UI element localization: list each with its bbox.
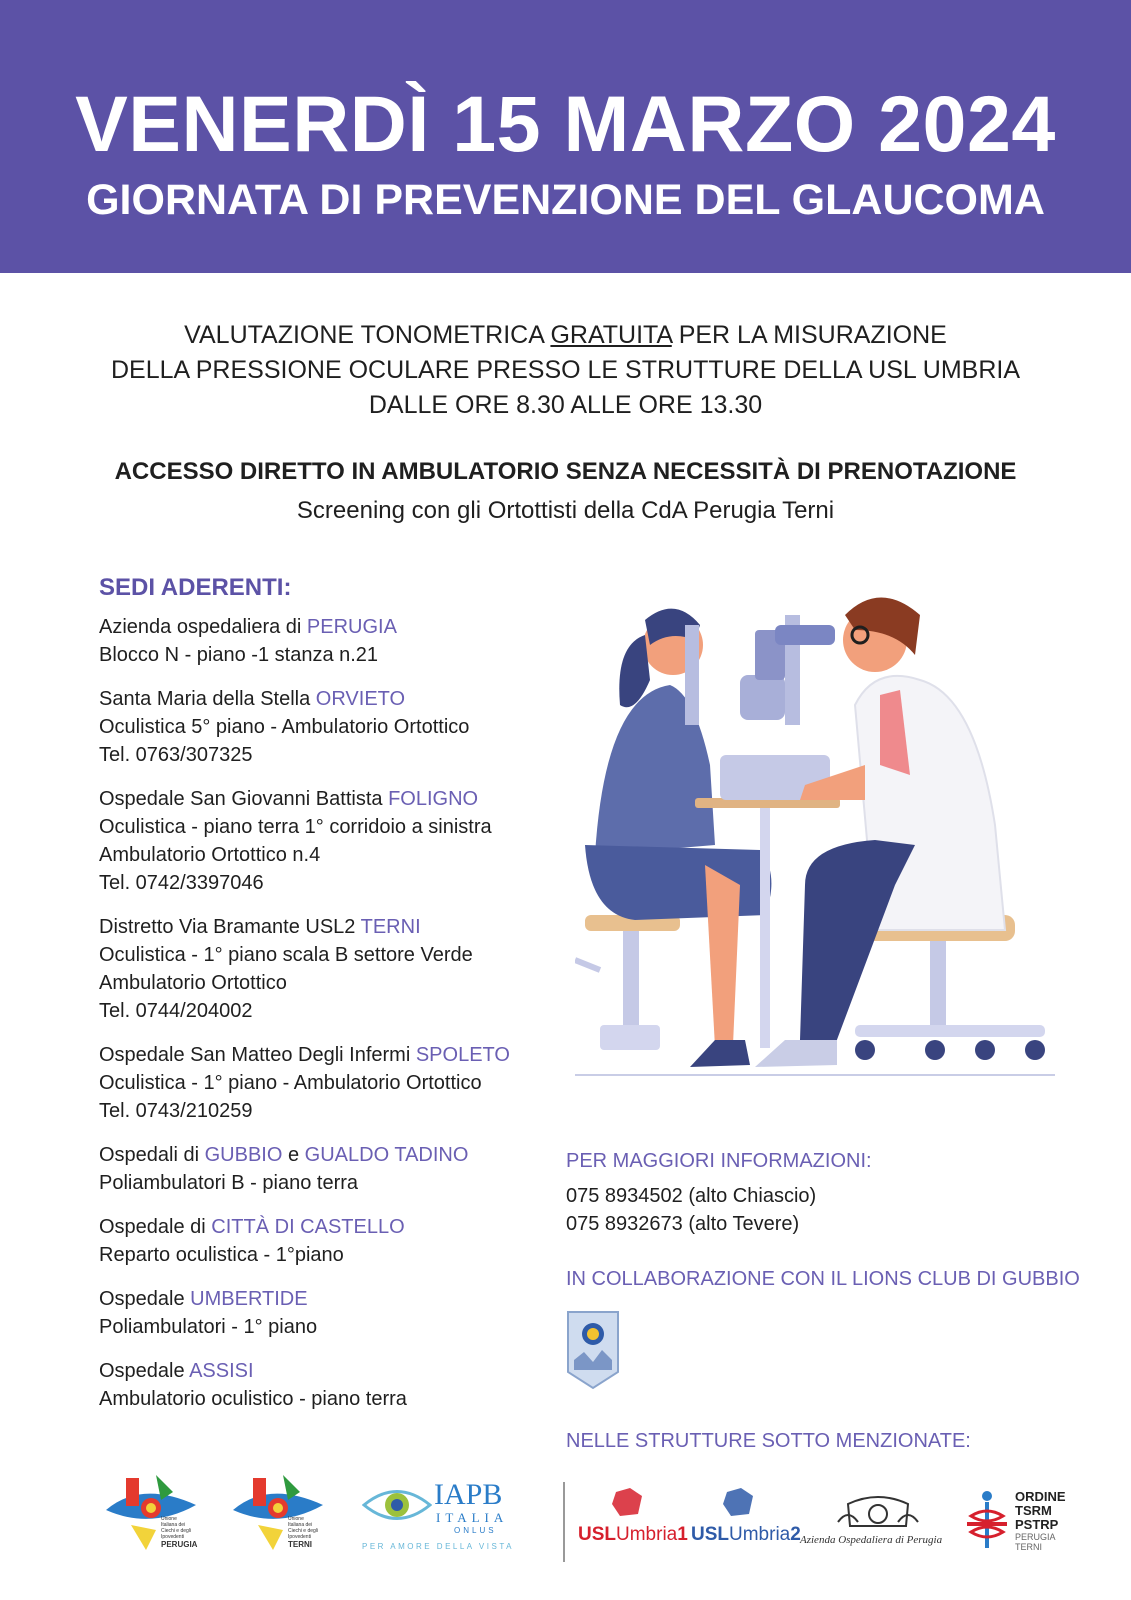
- sede-city: CITTÀ DI CASTELLO: [211, 1216, 405, 1238]
- uici-perugia-l2: Italiana dei: [161, 1522, 186, 1528]
- sede-name: [99, 1357, 569, 1385]
- uici-terni-l4: Ipovedenti: [288, 1534, 312, 1540]
- logo-divider: [563, 1482, 565, 1562]
- uici-perugia-l1: Unione: [161, 1516, 177, 1522]
- sede-detail: Blocco N - piano -1 stanza n.21: [99, 644, 379, 666]
- usl2-region: Umbria: [729, 1524, 791, 1545]
- uici-terni-city: TERNI: [288, 1540, 312, 1549]
- sedi-title: SEDI ADERENTI:: [99, 574, 292, 601]
- usl-umbria-2-logo: [691, 1488, 801, 1548]
- ordine-l5: TERNI: [1015, 1542, 1042, 1552]
- uici-perugia-logo: [101, 1470, 211, 1560]
- sede-detail: Tel. 0743/210259: [99, 1100, 253, 1122]
- sede-detail: Tel. 0763/307325: [99, 744, 253, 766]
- sede-item: [99, 1041, 569, 1125]
- lions-club-pennant-logo: [566, 1310, 620, 1390]
- sede-city: ORVIETO: [315, 688, 406, 710]
- sede-detail: Oculistica - 1° piano - Ambulatorio Ortottico: [99, 1072, 482, 1094]
- sede-detail: Tel. 0744/204002: [99, 1000, 253, 1022]
- ordine-l2: TSRM: [1015, 1503, 1052, 1518]
- sede-detail: Oculistica - piano terra 1° corridoio a sinistra: [99, 816, 492, 838]
- iapb-country: ITALIA: [436, 1510, 509, 1525]
- iapb-onlus: ONLUS: [454, 1526, 497, 1535]
- sede-detail: Ambulatorio Ortottico: [99, 972, 287, 994]
- sede-name-text: Ospedale San Matteo Degli Infermi: [99, 1044, 416, 1066]
- sede-name-text: Ospedale: [99, 1288, 191, 1310]
- sede-item: [99, 1213, 569, 1269]
- structures-note: NELLE STRUTTURE SOTTO MENZIONATE:: [566, 1430, 971, 1452]
- uici-terni-l1: Unione: [288, 1516, 304, 1522]
- azienda-ospedaliera-perugia-logo: [800, 1494, 960, 1554]
- ordine-l4: PERUGIA: [1015, 1532, 1056, 1542]
- sede-name: [99, 913, 569, 941]
- uici-terni-logo: [228, 1470, 338, 1560]
- sede-name: [99, 1213, 569, 1241]
- usl-umbria-1-logo: [578, 1488, 688, 1548]
- iapb-logo: [362, 1480, 512, 1560]
- sede-city: SPOLETO: [415, 1044, 510, 1066]
- access-notice: ACCESSO DIRETTO IN AMBULATORIO SENZA NECESSITÀ DI PRENOTAZIONE: [114, 458, 1017, 485]
- sede-name-text: Ospedale: [99, 1360, 190, 1382]
- sede-name-text: Azienda ospedaliera di: [99, 616, 307, 638]
- eye-exam-illustration: [575, 585, 1075, 1105]
- event-date: VENERDÌ 15 MARZO 2024: [75, 79, 1056, 168]
- sede-city: UMBERTIDE: [190, 1288, 308, 1310]
- sede-item: [99, 1285, 569, 1341]
- sede-city: TERNI: [360, 916, 421, 938]
- usl1-num: 1: [677, 1524, 688, 1545]
- sede-city: FOLIGNO: [388, 788, 479, 810]
- intro-line3: DALLE ORE 8.30 ALLE ORE 13.30: [368, 391, 763, 419]
- sede-detail: Oculistica - 1° piano scala B settore Verde: [99, 944, 473, 966]
- sede-city: GUBBIO: [204, 1144, 283, 1166]
- intro-line1-pre: VALUTAZIONE TONOMETRICA: [184, 321, 551, 349]
- sede-detail: Oculistica 5° piano - Ambulatorio Ortottico: [99, 716, 470, 738]
- sede-name: [99, 1285, 569, 1313]
- sede-name-conj: e: [282, 1144, 305, 1166]
- sede-detail: Reparto oculistica - 1°piano: [99, 1244, 344, 1266]
- sede-name: [99, 1041, 569, 1069]
- sede-name: [99, 685, 569, 713]
- sede-item: [99, 613, 569, 669]
- sede-name-text: Ospedale di: [99, 1216, 212, 1238]
- sede-detail: Poliambulatori - 1° piano: [99, 1316, 318, 1338]
- sede-name-text: Ospedali di: [99, 1144, 205, 1166]
- info-phone-1: 075 8934502 (alto Chiascio): [566, 1185, 817, 1207]
- intro-free-word: GRATUITA: [550, 321, 672, 349]
- usl1-region: Umbria: [616, 1524, 678, 1545]
- uici-terni-l3: Ciechi e degli: [288, 1528, 319, 1534]
- iapb-name: IAPB: [434, 1478, 503, 1511]
- sede-city: PERUGIA: [306, 616, 397, 638]
- event-title: GIORNATA DI PREVENZIONE DEL GLAUCOMA: [86, 176, 1045, 224]
- usl2-num: 2: [790, 1524, 801, 1545]
- sede-item: [99, 785, 569, 897]
- usl2-usl: USL: [691, 1524, 729, 1545]
- info-phone-2: 075 8932673 (alto Tevere): [566, 1213, 800, 1235]
- ordine-l3: PSTRP: [1015, 1517, 1059, 1532]
- sede-name-text: Ospedale San Giovanni Battista: [99, 788, 389, 810]
- intro-text: [0, 318, 1131, 423]
- sede-name: [99, 785, 569, 813]
- ordine-tsrm-pstrp-logo: [967, 1488, 1077, 1552]
- sede-item: [99, 1357, 569, 1413]
- screening-note: Screening con gli Ortottisti della CdA Perugia Terni: [296, 497, 835, 524]
- iapb-tagline: PER AMORE DELLA VISTA: [362, 1542, 514, 1551]
- intro-line2: DELLA PRESSIONE OCULARE PRESSO LE STRUTTURE DELLA USL UMBRIA: [110, 356, 1021, 384]
- sede-detail: Ambulatorio oculistico - piano terra: [99, 1388, 407, 1410]
- uici-perugia-l4: Ipovedenti: [161, 1534, 185, 1540]
- azienda-name: Azienda Ospedaliera di Perugia: [800, 1534, 943, 1546]
- ordine-l1: ORDINE: [1015, 1489, 1066, 1504]
- sede-detail: Poliambulatori B - piano terra: [99, 1172, 359, 1194]
- uici-terni-l2: Italiana dei: [288, 1522, 313, 1528]
- sede-detail: Ambulatorio Ortottico n.4: [99, 844, 321, 866]
- collaboration-note: IN COLLABORAZIONE CON IL LIONS CLUB DI GUBBIO: [566, 1268, 1080, 1290]
- sede-name-text: Santa Maria della Stella: [99, 688, 316, 710]
- sede-name: [99, 613, 569, 641]
- sede-detail: Tel. 0742/3397046: [99, 872, 264, 894]
- header-banner: [0, 0, 1131, 273]
- intro-line1-post: PER LA MISURAZIONE: [671, 321, 947, 349]
- sede-name-text: Distretto Via Bramante USL2: [99, 916, 361, 938]
- sede-item: [99, 913, 569, 1025]
- sede-item: [99, 1141, 569, 1197]
- usl1-usl: USL: [578, 1524, 616, 1545]
- sede-name: [99, 1141, 569, 1169]
- sede-city: ASSISI: [189, 1360, 254, 1382]
- sedi-list: [99, 613, 569, 1429]
- sede-city-2: GUALDO TADINO: [304, 1144, 469, 1166]
- sede-item: [99, 685, 569, 769]
- uici-perugia-city: PERUGIA: [161, 1540, 198, 1549]
- info-title: PER MAGGIORI INFORMAZIONI:: [566, 1150, 872, 1172]
- uici-perugia-l3: Ciechi e degli: [161, 1528, 192, 1534]
